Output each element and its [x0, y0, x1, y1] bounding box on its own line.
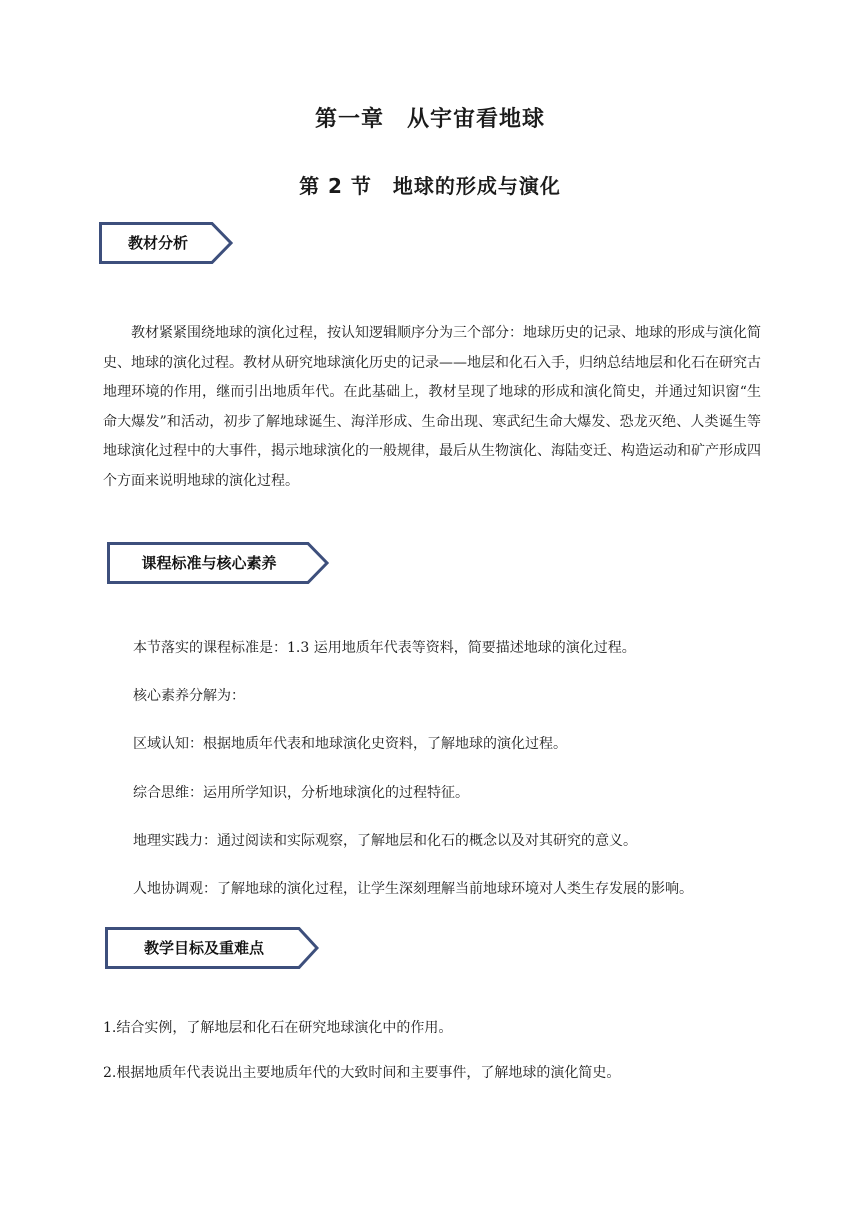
section-tag-objectives [105, 927, 319, 969]
section-tag-label: 教学目标及重难点 [143, 939, 264, 957]
standards-line: 区域认知：根据地质年代表和地球演化史资料，了解地球的演化过程。 [133, 736, 567, 752]
standards-line: 地理实践力：通过阅读和实际观察，了解地层和化石的概念以及对其研究的意义。 [133, 833, 637, 849]
objective-item: 2.根据地质年代表说出主要地质年代的大致时间和主要事件，了解地球的演化简史。 [103, 1065, 621, 1081]
textbook-analysis-paragraph: 教材紧紧围绕地球的演化过程，按认知逻辑顺序分为三个部分：地球历史的记录、地球的形成与演化简史、地球的演化过程。教材从研究地球演化历史的记录——地层和化石入手，归纳总结地层和化石在研究古地理环境的作用，继而引出地质年代。在此基础上，教材呈现了地球的形成和演化简史，并通过知识窗“生命大爆发”和活动，初步了解地球诞生、海洋形成、生命出现、寒武纪生命大爆发、恐龙灭绝、人类诞生等地球演化过程中的大事件，揭示地球演化的一般规律，最后从生物演化、海陆变迁、构造运动和矿产形成四个方面来说明地球的演化过程。 [103, 325, 761, 489]
chapter-title: 第一章 从宇宙看地球 [314, 107, 545, 132]
section-tag-standards [107, 542, 329, 584]
section-title: 第 2 节 地球的形成与演化 [299, 174, 561, 198]
standards-line: 综合思维：运用所学知识，分析地球演化的过程特征。 [133, 785, 469, 801]
standards-line: 本节落实的课程标准是：1.3 运用地质年代表等资料，简要描述地球的演化过程。 [133, 640, 636, 656]
standards-line: 核心素养分解为： [133, 688, 245, 704]
section-tag-textbook-analysis [99, 222, 233, 264]
section-tag-label: 教材分析 [127, 234, 188, 252]
section-tag-label: 课程标准与核心素养 [141, 554, 277, 572]
standards-line: 人地协调观：了解地球的演化过程，让学生深刻理解当前地球环境对人类生存发展的影响。 [133, 881, 693, 897]
objective-item: 1.结合实例，了解地层和化石在研究地球演化中的作用。 [103, 1020, 453, 1036]
